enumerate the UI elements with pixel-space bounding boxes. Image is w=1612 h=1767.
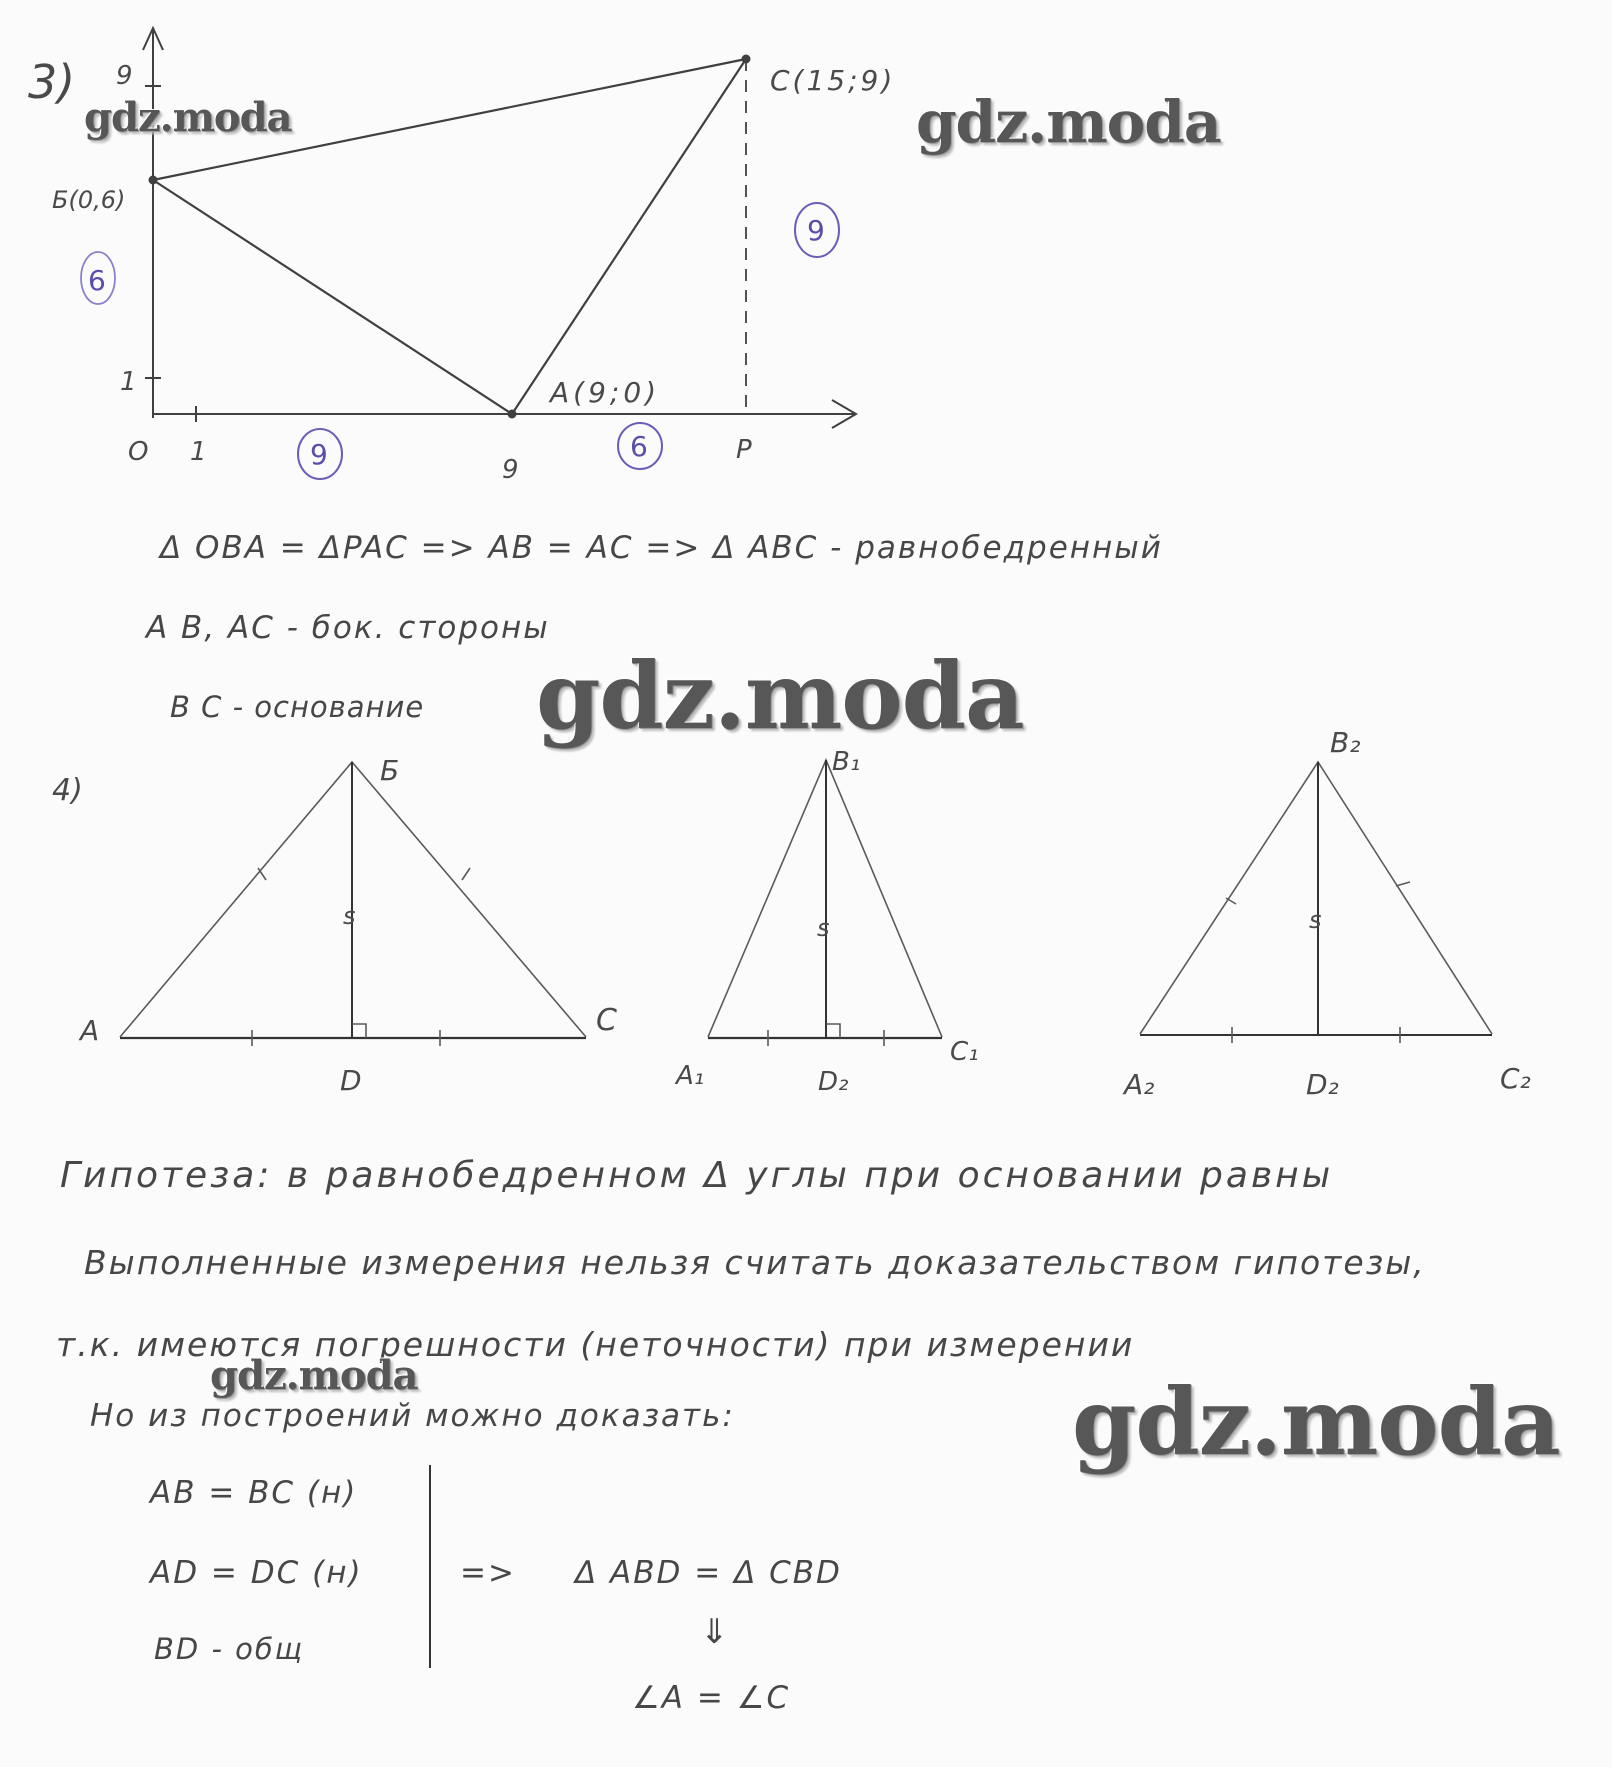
problem-number-3: 3) [28,55,76,109]
triangle-1-right-angle [352,1024,366,1038]
proof-given-1: AB = BC (н) [150,1475,358,1511]
proof-implies: ⇓ [700,1612,731,1652]
triangle-1-tick-bc [462,868,470,880]
hypothesis-line-3: т.к. имеются погрешности (неточности) при измерении [56,1325,1135,1364]
point-a [508,410,516,418]
x-label-1: 1 [190,437,207,467]
t1-label-c: C [596,1003,617,1038]
label-c: C(15;9) [770,64,896,97]
watermark-logo: gdz.moda [210,1352,418,1399]
t2-label-d: D₂ [818,1067,849,1097]
label-a: A(9;0) [550,376,661,409]
watermark-logo: gdz.moda [916,88,1221,156]
t1-label-b: Б [380,754,400,787]
t3-label-b: B₂ [1330,726,1361,759]
triangle-2-right-angle [826,1024,840,1038]
t3-label-d: D₂ [1306,1068,1339,1101]
t2-label-c: C₁ [950,1037,979,1067]
problem-4-labels [52,726,1531,1101]
t3-label-a: A₂ [1124,1068,1155,1101]
t2-label-a: A₁ [676,1061,705,1091]
hypothesis-line-2: Выполненные измерения нельзя считать доказательством гипотезы, [84,1243,1426,1282]
circled-6-bottom: 6 [630,430,648,463]
t2-altitude-mark: s [817,914,830,942]
y-label-1: 1 [120,367,137,397]
circled-9-right: 9 [807,214,825,247]
hypothesis-line-1: Гипотеза: в равнобедренном Δ углы при основании равны [60,1155,1334,1196]
proof-arrow: => [460,1555,516,1591]
x-label-p: P [736,435,752,465]
p3-line-1: Δ OBA = ΔPAC => AB = AC => Δ ABC - равнобедренный [160,530,1163,566]
segment-ba [153,180,512,414]
hypothesis-line-4: Но из построений можно доказать: [90,1398,735,1434]
y-label-9: 9 [116,61,133,91]
t3-altitude-mark: s [1309,906,1322,934]
watermark-logo: gdz.moda [536,642,1024,750]
watermark-logo: gdz.moda [84,94,292,141]
proof-result: Δ ABD = Δ CBD [575,1555,842,1591]
label-b: Б(0,6) [52,186,126,214]
triangle-3-sides [1140,762,1492,1034]
triangle-3-tick-bc [1396,882,1410,886]
t2-label-b: B₁ [832,747,861,777]
point-b [149,176,157,184]
x-label-9: 9 [502,455,519,485]
point-c [742,55,750,63]
circled-6-left: 6 [88,264,106,297]
proof-given-2: AD = DC (н) [150,1555,363,1591]
t3-label-c: C₂ [1500,1062,1531,1095]
t1-altitude-mark: s [343,902,356,930]
problem-4-triangles [120,760,1492,1046]
origin-label: O [128,437,149,467]
p3-line-2: A B, AC - бок. стороны [146,610,550,646]
p3-line-3: B C - основание [170,690,425,724]
proof-conclusion: ∠A = ∠C [632,1680,791,1716]
t1-label-a: A [80,1014,100,1047]
watermark-logo: gdz.moda [1072,1368,1560,1476]
problem-number-4: 4) [52,773,83,808]
t1-label-d: D [340,1064,362,1097]
proof-given-3: BD - общ [154,1632,305,1666]
segment-ac [512,59,746,414]
circled-9-bottom: 9 [310,438,328,471]
